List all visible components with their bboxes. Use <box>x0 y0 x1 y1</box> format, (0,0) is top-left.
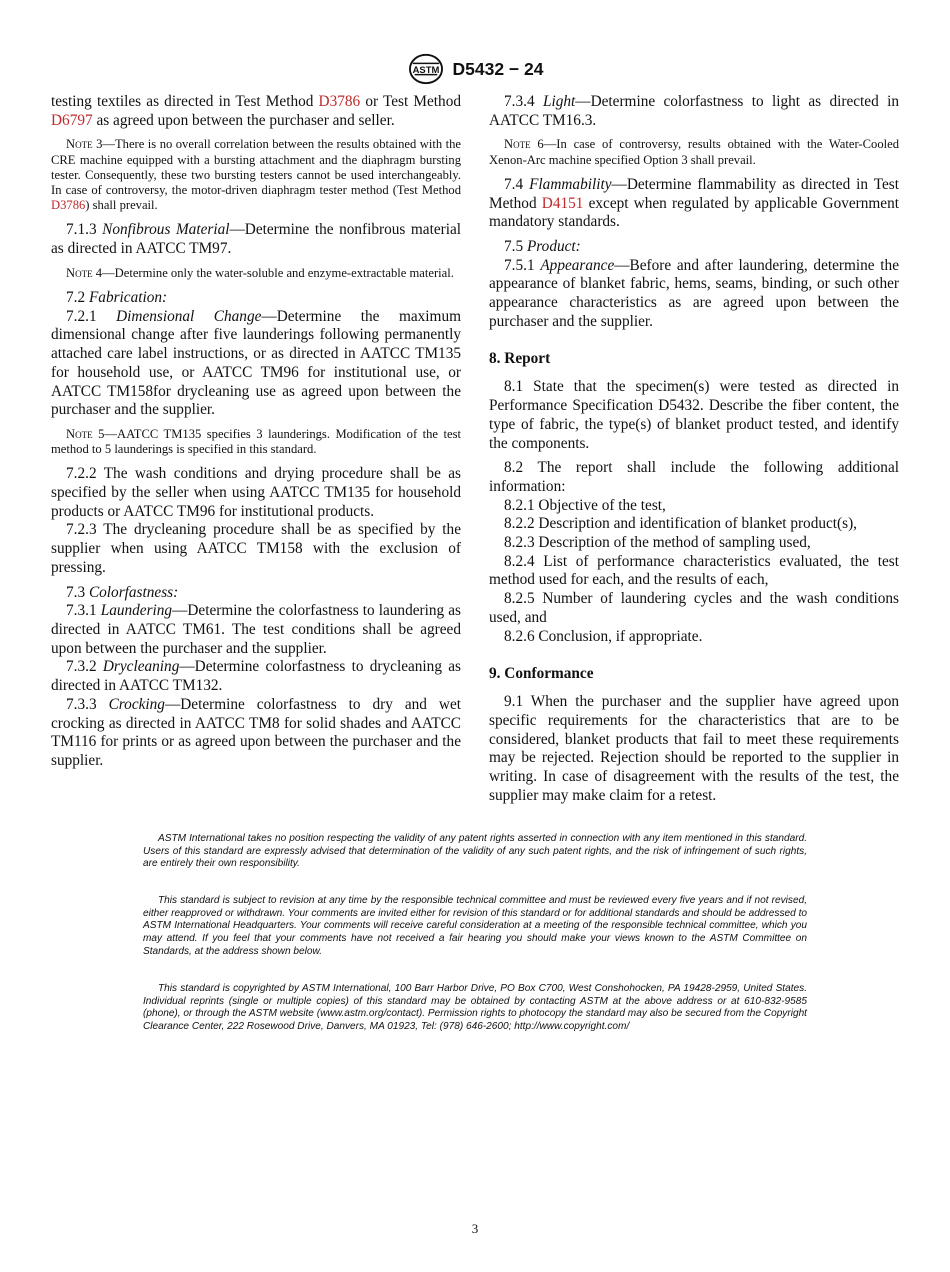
section-7-5-1: 7.5.1 Appearance—Before and after laundering, determine the appearance of blanket fabric, hems, seams, binding, or such other appearance characteristics as are agreed upon between the purchaser and the supplier. <box>489 256 899 330</box>
section-8-2-2: 8.2.2 Description and identification of blanket product(s), <box>504 515 858 533</box>
astm-logo-icon <box>407 52 445 86</box>
section-8-2-6: 8.2.6 Conclusion, if appropriate. <box>504 627 703 645</box>
note-3: Note 3—There is no overall correlation between the results obtained with the CRE machine equipped with a bursting attachment and the diaphragm bursting tester. Consequently, these two bursting testers cannot be used interchangeably. In case of controversy, the motor-driven diaphragm tester method (Test Method D3786) shall prevail. <box>51 137 461 213</box>
designation: D5432 − 24 <box>452 58 544 79</box>
section-7-1-3: 7.1.3 Nonfibrous Material—Determine the nonfibrous material as directed in AATCC TM97. <box>51 221 462 258</box>
section-8-2-4: 8.2.4 List of performance characteristics evaluated, the test method used for each, and the results of each, <box>489 552 899 589</box>
link-d6797[interactable]: D6797 <box>51 111 93 129</box>
section-8-2-1: 8.2.1 Objective of the test, <box>504 496 666 514</box>
paragraph: testing textiles as directed in Test Method D3786 or Test Method D6797 as agreed upon between the purchaser and seller. <box>51 93 461 129</box>
link-d4151[interactable]: D4151 <box>541 194 584 212</box>
section-7-3-4: 7.3.4 Light—Determine colorfastness to light as directed in AATCC TM16.3. <box>489 93 899 129</box>
section-8-2: 8.2 The report shall include the following additional information: <box>489 459 899 495</box>
link-d3786[interactable]: D3786 <box>51 198 86 213</box>
note-6: Note 6—In case of controversy, results obtained with the Water-Cooled Xenon-Arc machine specified Option 3 shall prevail. <box>489 137 900 167</box>
page-number: 3 <box>471 1221 479 1236</box>
heading-report: 8. Report <box>489 350 551 368</box>
section-7-3-3: 7.3.3 Crocking—Determine colorfastness to dry and wet crocking as directed in AATCC TM8 for solid shades and AATCC TM116 for prints or as agreed upon between the purchaser and the supplier. <box>51 695 462 769</box>
left-column <box>51 93 461 771</box>
section-7-2-2: 7.2.2 The wash conditions and drying procedure shall be as specified by the seller when using AATCC TM135 for household products or AATCC TM96 for institutional products. <box>51 465 461 520</box>
section-7-3: 7.3 Colorfastness: <box>66 583 179 601</box>
footer-copyright-notice: This standard is copyrighted by ASTM International, 100 Barr Harbor Drive, PO Box C700, West Conshohocken, PA 19428-2959, United States. Individual reprints (single or multiple copies) of this standard may be obtained by contacting ASTM at the above address or at 610-832-9585 (phone), or through the ASTM website (www.astm.org/contact). Permission rights to photocopy the standard may also be secured from the Copyright Clearance Center, 222 Rosewood Drive, Danvers, MA 01923, Tel: (978) 646-2600; http://www.copyright.com/ <box>143 983 807 1033</box>
svg-text:ASTM: ASTM <box>412 64 439 76</box>
section-8-1: 8.1 State that the specimen(s) were tested as directed in Performance Specification D5432. Describe the fiber content, the type of fabric, the type(s) of blanket product tested, and identify the components. <box>489 378 899 452</box>
note-5: Note 5—AATCC TM135 specifies 3 launderings. Modification of the test method to 5 launderings is specified in this standard. <box>51 426 461 457</box>
footer-revision-notice: This standard is subject to revision at any time by the responsible technical committee and must be reviewed every five years and if not revised, either reapproved or withdrawn. Your comments are invited either for revision of this standard or for additional standards and should be addressed to ASTM International Headquarters. Your comments will receive careful consideration at a meeting of the responsible technical committee, which you may attend. If you feel that your comments have not received a fair hearing you should make your views known to the ASTM Committee on Standards, at the address shown below. <box>143 895 807 957</box>
section-7-5: 7.5 Product: <box>504 237 581 255</box>
section-7-2-3: 7.2.3 The drycleaning procedure shall be as specified by the supplier when using AATCC TM158 with the exclusion of pressing. <box>51 521 461 576</box>
section-7-2-1: 7.2.1 Dimensional Change—Determine the maximum dimensional change after five launderings following permanently attached care label instructions, or as directed in AATCC TM135 for household use, or AATCC TM96 for institutional use, or AATCC TM158for drycleaning use as agreed upon between the purchaser and the supplier. <box>51 307 461 419</box>
link-d3786[interactable]: D3786 <box>318 93 361 110</box>
heading-conformance: 9. Conformance <box>489 665 594 683</box>
section-7-4: 7.4 Flammability—Determine flammability as directed in Test Method D4151 except when regulated by applicable Government mandatory standards. <box>489 175 899 231</box>
section-7-2: 7.2 Fabrication: <box>66 289 168 307</box>
section-8-2-3: 8.2.3 Description of the method of sampling used, <box>504 534 811 552</box>
section-9-1: 9.1 When the purchaser and the supplier have agreed upon specific requirements for the characteristics that are to be considered, blanket products that fail to meet these requirements may be rejected. Rejection should be reported to the supplier in writing. In case of disagreement with the results of the test, the supplier may make claim for a retest. <box>489 693 899 804</box>
section-7-3-1: 7.3.1 Laundering—Determine the colorfastness to laundering as directed in AATCC TM61. The test conditions shall be agreed upon between the purchaser and the supplier. <box>51 602 461 657</box>
footer-patent-notice: ASTM International takes no position respecting the validity of any patent rights asserted in connection with any item mentioned in this standard. Users of this standard are expressly advised that determination of the validity of any such patent rights, and the risk of infringement of such rights, are entirely their own responsibility. <box>143 833 807 870</box>
note-4: Note 4—Determine only the water-soluble and enzyme-extractable material. <box>66 265 454 280</box>
section-7-3-2: 7.3.2 Drycleaning—Determine colorfastness to drycleaning as directed in AATCC TM132. <box>51 658 461 695</box>
page-header <box>0 52 950 86</box>
right-column <box>489 93 899 806</box>
section-8-2-5: 8.2.5 Number of laundering cycles and the wash conditions used, and <box>489 590 899 626</box>
